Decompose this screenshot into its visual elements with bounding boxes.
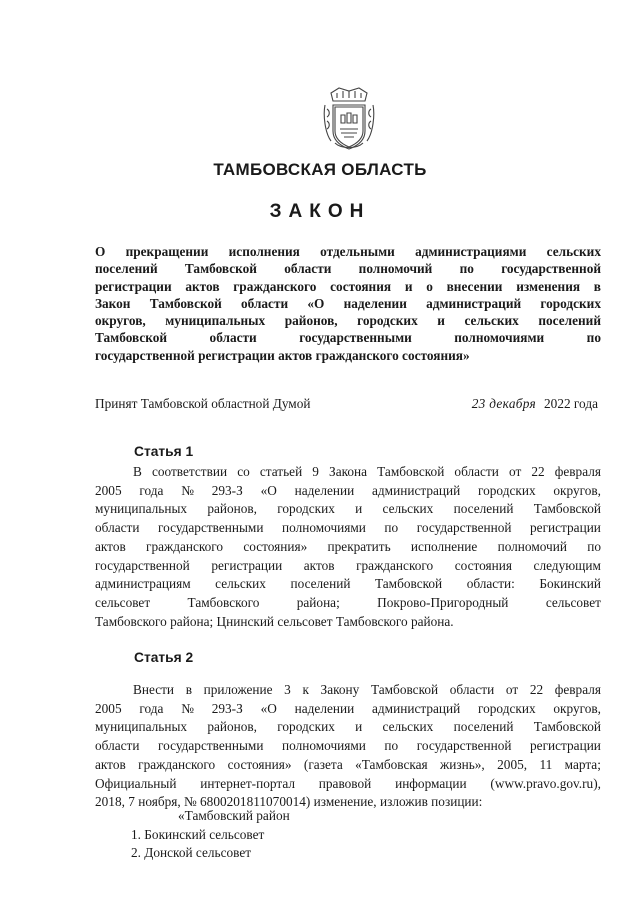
- word: районов,: [284, 313, 338, 329]
- word: 2005,: [497, 756, 528, 772]
- word: городских: [478, 482, 536, 498]
- word: области: [449, 682, 495, 697]
- word: государственной: [416, 520, 512, 536]
- word: государственными: [299, 330, 412, 346]
- word: Тамбовской: [377, 464, 445, 479]
- word: администраций: [372, 700, 461, 716]
- text-line: [95, 737, 601, 756]
- word: жизнь»,: [440, 756, 485, 772]
- word: области: [209, 330, 257, 346]
- text-line: [95, 347, 601, 364]
- text-line: [95, 613, 601, 632]
- positions-list-heading: «Тамбовский район: [178, 808, 290, 823]
- adoption-year: 2022 года: [544, 396, 598, 411]
- word: Бокинский: [539, 576, 601, 592]
- word: регистрации: [530, 520, 601, 536]
- word: «О: [260, 700, 277, 716]
- word: Тамбовского района; Цнинский сельсовет Тамбовского района.: [95, 613, 454, 629]
- word: актов: [95, 538, 126, 554]
- word: «О: [307, 295, 325, 311]
- word: Тамбовского: [187, 594, 260, 610]
- word: к: [302, 682, 309, 697]
- word: В: [133, 464, 142, 479]
- word: сельских: [464, 313, 519, 329]
- word: о: [426, 278, 433, 294]
- word: исполнения: [228, 244, 300, 259]
- word: области: [95, 520, 140, 536]
- text-line: [95, 538, 601, 557]
- text-line: [95, 312, 601, 329]
- article-2-title: Статья 2: [134, 650, 194, 665]
- word: Закон: [95, 295, 131, 311]
- word: наделении: [294, 482, 355, 498]
- word: полномочиями: [281, 738, 366, 754]
- word: информации: [395, 775, 467, 791]
- word: года: [139, 700, 164, 716]
- word: гражданского: [146, 538, 224, 554]
- word: интернет-портал: [200, 775, 295, 791]
- word: администрациями: [415, 244, 527, 259]
- word: состояния»: [227, 756, 292, 772]
- word: состояния: [454, 557, 512, 573]
- word: администрациям: [95, 576, 191, 592]
- region-name: ТАМБОВСКАЯ ОБЛАСТЬ: [213, 160, 427, 179]
- word: состояния: [330, 278, 392, 294]
- word: изменения: [516, 278, 581, 294]
- word: Тамбовской: [184, 261, 257, 277]
- word: (www.pravo.gov.ru),: [490, 775, 601, 791]
- text-line: [95, 775, 601, 794]
- word: области: [284, 261, 332, 277]
- word: гражданского: [356, 557, 434, 573]
- word: Тамбовской: [533, 719, 601, 735]
- word: полномочиями: [281, 520, 366, 536]
- word: отдельными: [320, 244, 395, 259]
- word: прекращении: [125, 244, 209, 259]
- word: №: [181, 482, 194, 498]
- word: администраций: [426, 295, 522, 311]
- word: администраций: [372, 482, 461, 498]
- positions-list: [131, 807, 290, 863]
- document-type-title: ЗАКОН: [269, 201, 371, 222]
- word: исполнение: [410, 538, 478, 554]
- word: области:: [466, 576, 515, 592]
- word: 22: [531, 464, 545, 479]
- coat-of-arms-emblem: [321, 85, 377, 153]
- word: приложение: [203, 682, 273, 697]
- word: полномочий: [497, 538, 567, 554]
- word: области: [454, 464, 499, 479]
- word: «Тамбовская: [355, 756, 428, 772]
- word: статьей: [259, 464, 303, 479]
- word: области: [240, 295, 289, 311]
- word: сельсовет: [545, 594, 601, 610]
- word: состояния»: [243, 538, 308, 554]
- word: Официальный: [95, 775, 177, 791]
- article-1-title: Статья 1: [134, 444, 194, 459]
- word: февраля: [554, 682, 601, 697]
- text-line: [95, 295, 601, 312]
- word: округов,: [553, 700, 601, 716]
- word: сельсовет: [95, 594, 151, 610]
- word: регистрации: [530, 738, 601, 754]
- word: муниципальных: [95, 719, 188, 735]
- word: по: [587, 538, 601, 554]
- word: городских: [357, 313, 418, 329]
- word: марта;: [564, 756, 601, 772]
- word: 3: [284, 682, 291, 697]
- word: 11: [539, 756, 553, 772]
- word: Внести: [133, 682, 175, 697]
- word: округов,: [553, 482, 601, 498]
- text-line: [95, 681, 601, 700]
- text-line: [95, 756, 601, 775]
- word: области: [95, 738, 140, 754]
- word: городских: [540, 295, 601, 311]
- word: «О: [260, 482, 277, 498]
- list-item: 2. Донской сельсовет: [131, 845, 252, 861]
- law-heading: [95, 243, 601, 364]
- text-line: [95, 700, 601, 719]
- word: Тамбовской: [149, 295, 222, 311]
- word: в: [593, 278, 601, 294]
- word: и: [355, 501, 363, 517]
- word: по: [459, 261, 474, 277]
- word: (газета: [303, 756, 343, 772]
- word: городских: [478, 700, 536, 716]
- word: сельских: [382, 501, 434, 517]
- word: следующим: [533, 557, 601, 573]
- word: 293-З: [211, 700, 243, 716]
- word: и: [437, 313, 445, 329]
- word: актов: [95, 756, 126, 772]
- word: государственной регистрации актов гражданского состояния»: [95, 347, 470, 363]
- word: Тамбовской: [95, 330, 168, 346]
- word: и: [355, 719, 363, 735]
- word: 2018, 7 ноября, № 6800201811070014) изменение, изложив позиции:: [95, 794, 483, 810]
- word: районов,: [207, 501, 258, 517]
- word: поселений: [453, 501, 514, 517]
- word: актов: [303, 557, 335, 573]
- word: №: [181, 700, 194, 716]
- word: Закона: [329, 464, 368, 479]
- word: сельских: [382, 719, 434, 735]
- word: в: [185, 682, 192, 697]
- word: 2005: [95, 482, 122, 498]
- word: по: [384, 520, 399, 536]
- word: 2005: [95, 700, 122, 716]
- word: года: [139, 482, 164, 498]
- word: округов,: [95, 313, 146, 329]
- word: поселений: [538, 313, 601, 329]
- word: гражданского: [138, 756, 216, 772]
- text-line: [95, 463, 601, 482]
- adoption-date-handwritten: 23 декабря: [471, 396, 537, 411]
- word: района;: [296, 594, 340, 610]
- word: Тамбовской: [370, 682, 439, 697]
- word: по: [384, 738, 399, 754]
- text-line: [95, 594, 601, 613]
- word: государственной: [95, 557, 190, 573]
- word: районов,: [207, 719, 258, 735]
- article-1-body: [95, 463, 601, 631]
- word: сельских: [546, 244, 601, 259]
- word: муниципальных: [165, 313, 266, 329]
- word: правовой: [318, 775, 372, 791]
- word: со: [237, 464, 250, 479]
- text-line: [95, 329, 601, 346]
- word: государственными: [157, 520, 264, 536]
- word: регистрации: [95, 278, 172, 294]
- word: городских: [277, 501, 335, 517]
- word: поселений: [95, 261, 158, 277]
- article-2-body: [95, 681, 601, 812]
- word: Тамбовской: [374, 576, 443, 592]
- word: от: [508, 464, 522, 479]
- word: прекратить: [327, 538, 391, 554]
- word: государственными: [157, 738, 264, 754]
- text-line: [95, 260, 601, 277]
- word: государственной: [501, 261, 601, 277]
- word: государственной: [416, 738, 512, 754]
- word: полномочиями: [454, 330, 545, 346]
- text-line: [95, 718, 601, 737]
- word: гражданского: [233, 278, 317, 294]
- word: О: [95, 244, 106, 259]
- word: Тамбовской: [533, 501, 601, 517]
- text-line: [95, 243, 601, 260]
- adoption-date: [472, 396, 598, 412]
- text-line: [95, 278, 601, 295]
- word: наделении: [294, 700, 355, 716]
- word: Закону: [320, 682, 360, 697]
- word: наделении: [343, 295, 407, 311]
- word: соответствии: [151, 464, 228, 479]
- text-line: [95, 575, 601, 594]
- text-line: [95, 500, 601, 519]
- word: внесении: [446, 278, 503, 294]
- word: 22: [529, 682, 544, 697]
- word: 293-З: [211, 482, 243, 498]
- word: полномочий: [358, 261, 433, 277]
- text-line: [95, 519, 601, 538]
- word: городских: [277, 719, 335, 735]
- adoption-text: Принят Тамбовской областной Думой: [95, 396, 311, 411]
- list-item: 1. Бокинский сельсовет: [131, 826, 265, 842]
- text-line: [95, 482, 601, 501]
- text-line: [95, 557, 601, 576]
- word: и: [404, 278, 413, 294]
- word: 9: [312, 464, 319, 479]
- word: Покрово-Пригородный: [377, 594, 509, 610]
- word: февраля: [554, 464, 601, 479]
- word: муниципальных: [95, 501, 188, 517]
- word: поселений: [290, 576, 351, 592]
- word: по: [586, 330, 601, 346]
- word: актов: [185, 278, 220, 294]
- word: поселений: [453, 719, 514, 735]
- word: сельских: [215, 576, 266, 592]
- word: от: [505, 682, 519, 697]
- word: регистрации: [211, 557, 283, 573]
